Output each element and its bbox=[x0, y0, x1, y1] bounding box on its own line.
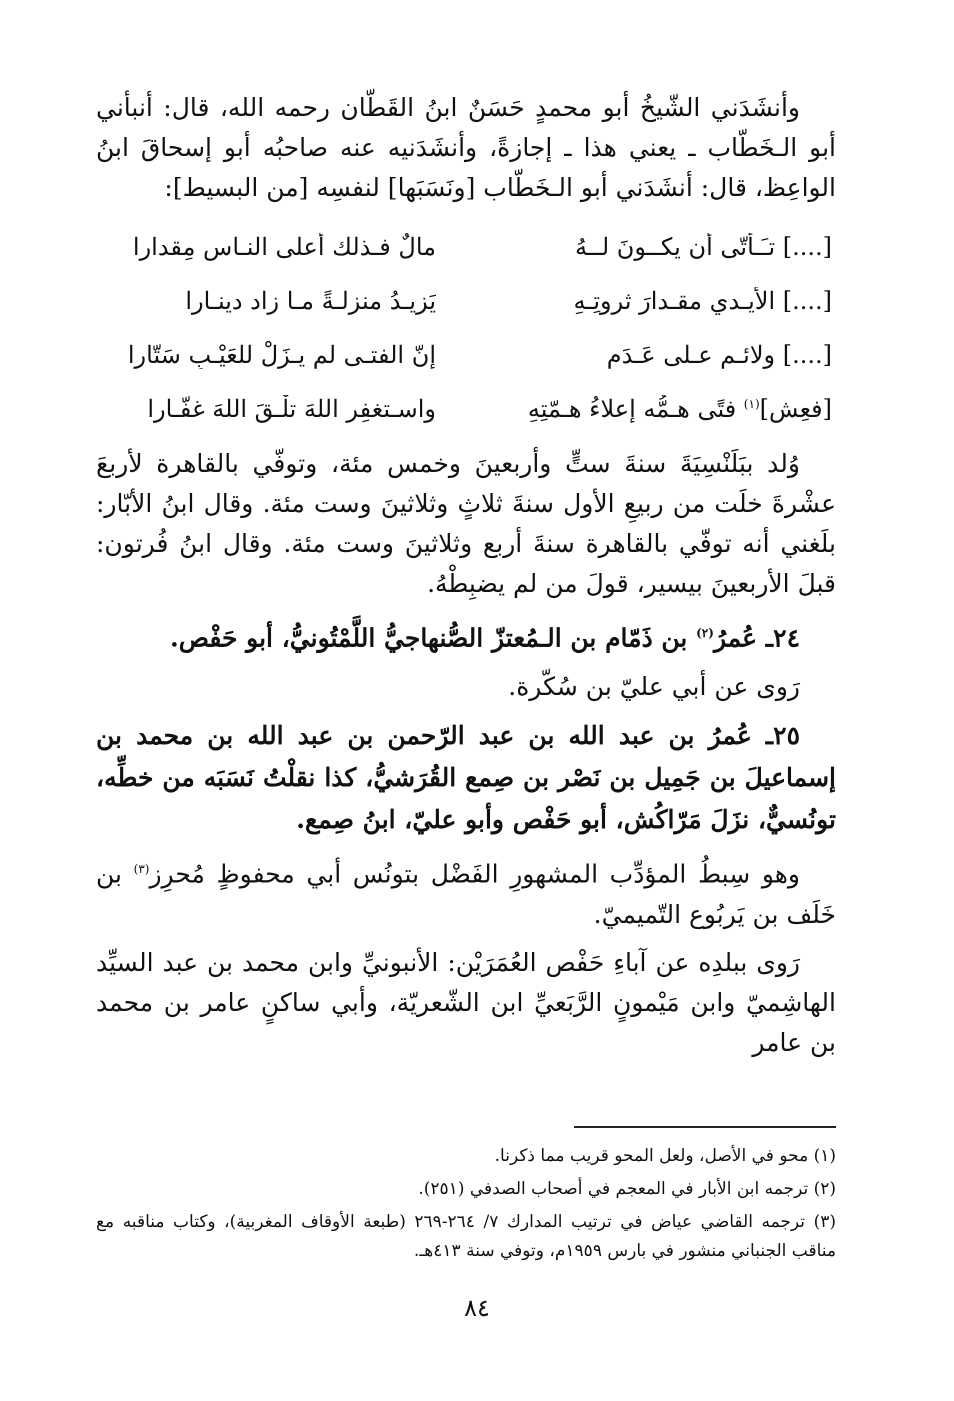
footnote-divider bbox=[574, 1126, 836, 1128]
verse-word: [فعِش] bbox=[759, 395, 832, 423]
verse-first-hemistich: [....] تـَـأتّى أن يكــونَ لــهُ bbox=[574, 233, 832, 261]
poem-verse bbox=[96, 220, 836, 274]
verse-first-hemistich bbox=[492, 395, 836, 423]
lineage-main: وهو سِبطُ المؤدِّب المشهورِ الفَضْل بتونُس أبي محفوظٍ مُحرِز bbox=[149, 859, 800, 889]
entry-24-rest: بن ذَمّام بن الـمُعتزّ الصُّنهاجيُّ اللَّمْتُونيُّ، أبو حَفْص. bbox=[170, 623, 697, 653]
poem-verse bbox=[96, 274, 836, 328]
narration-paragraph: رَوى ببلدِه عن آباءِ حَفْص العُمَرَيْن: الأنبونيِّ وابن محمد بن عبد السيِّد الهاشِميّ وابن مَيْمونٍ الرَّبَعيِّ ابن الشّعريّة، وأبي ساكنٍ عامر بن محمد بن عامر bbox=[96, 947, 836, 1057]
verse-first-hemistich: [....] ولائـم عـلى عَـدَم bbox=[606, 341, 832, 369]
page-body bbox=[96, 88, 836, 1063]
verse-second-hemistich: مالٌ فـذلك أعلى النـاسِ مِقدارا bbox=[132, 233, 436, 261]
verse-rest: فتًى هـمُّه إعلاءُ هـمّتِهِ bbox=[527, 395, 744, 423]
verse-second-hemistich: يَزيـدُ منزلـةً مـا زاد دينـارا bbox=[185, 287, 436, 315]
footnote-1: (١) محو في الأصل، ولعل المحو قريب مما ذكرنا. bbox=[494, 1146, 836, 1166]
footnotes bbox=[96, 1126, 836, 1270]
footnote-3: (٣) ترجمه القاضي عياض في ترتيب المدارك ٧/ ٢٦٤-٢٦٩ (طبعة الأوقاف المغربية)، وكتاب مناقبه مع مناقب الجنباني منشور في بارس ١٩٥٩م، وتوفي سنة ٤١٣هـ. bbox=[96, 1212, 836, 1261]
footnote-ref-3[interactable]: (٣) bbox=[133, 862, 150, 877]
entry-24-heading bbox=[96, 612, 836, 659]
poem-verse bbox=[96, 382, 836, 436]
verse-second-hemistich: واسـتغفِرِ اللهَ تلْـقَ اللهَ غفّـارا bbox=[147, 395, 436, 423]
lineage-paragraph bbox=[96, 849, 836, 934]
verse-first-hemistich: [....] الأيـدي مقـدارَ ثروتِـهِ bbox=[573, 287, 832, 315]
entry-25-heading: ٢٥ـ عُمرُ بن عبد الله بن عبد الرّحمن بن عبد الله بن محمد بن إسماعيلَ بن جَمِيل بن نَصْر بن صِمع القُرَشيُّ، كذا نقلْتُ نَسَبَه من خطِّه، تونُسيٌّ، نزَلَ مَرّاكُش، أبو حَفْص وأبو عليّ، ابنُ صِمع. bbox=[96, 721, 836, 835]
verse-second-hemistich: إنّ الفتـى لم يـزَلْ للعَيْـبِ سَتّارا bbox=[127, 341, 436, 369]
intro-paragraph: وأنشَدَني الشّيخُ أبو محمدٍ حَسَنٌ ابنُ القَطّان رحمه الله، قال: أنبأني أبو الـخَطّاب ـ يعني هذا ـ إجازةً، وأنشَدَنيه عنه صاحبُه أبو إسحاقَ ابنُ الواعِظ، قال: أنشَدَني أبو الـخَطّاب [ونَسَبَها] لنفسِه [من البسيط]: bbox=[96, 93, 836, 202]
entry-24-body: رَوى عن أبي عليّ بن سُكّرة. bbox=[508, 672, 800, 702]
footnote-2: (٢) ترجمه ابن الأبار في المعجم في أصحاب الصدفي (٢٥١). bbox=[418, 1179, 836, 1199]
birth-death-paragraph: وُلد ببَلَنْسِيَةَ سنةَ ستٍّ وأربعينَ وخمس مئة، وتوفّي بالقاهرة لأربعَ عشْرةَ خلَت من ربيعِ الأول سنةَ ثلاثٍ وثلاثينَ وست مئة. وقال ابنُ الأبّار: بلَغني أنه توفّي بالقاهرة سنةَ أربع وثلاثينَ وست مئة. وقال ابنُ فُرتون: قبلَ الأربعينَ بيسير، قولَ من لم يضبِطْهُ. bbox=[96, 449, 836, 598]
poem-verse bbox=[96, 328, 836, 382]
page-number: ٨٤ bbox=[464, 1294, 490, 1322]
poem bbox=[96, 220, 836, 436]
lineage-rest: بن خَلَف بن يَربُوع التّميميّ. bbox=[96, 859, 836, 929]
footnote-ref-1[interactable]: (١) bbox=[743, 397, 760, 411]
footnote-ref-2[interactable]: (٢) bbox=[696, 626, 714, 640]
entry-24-name: ٢٤ـ عُمرُ bbox=[713, 623, 800, 653]
